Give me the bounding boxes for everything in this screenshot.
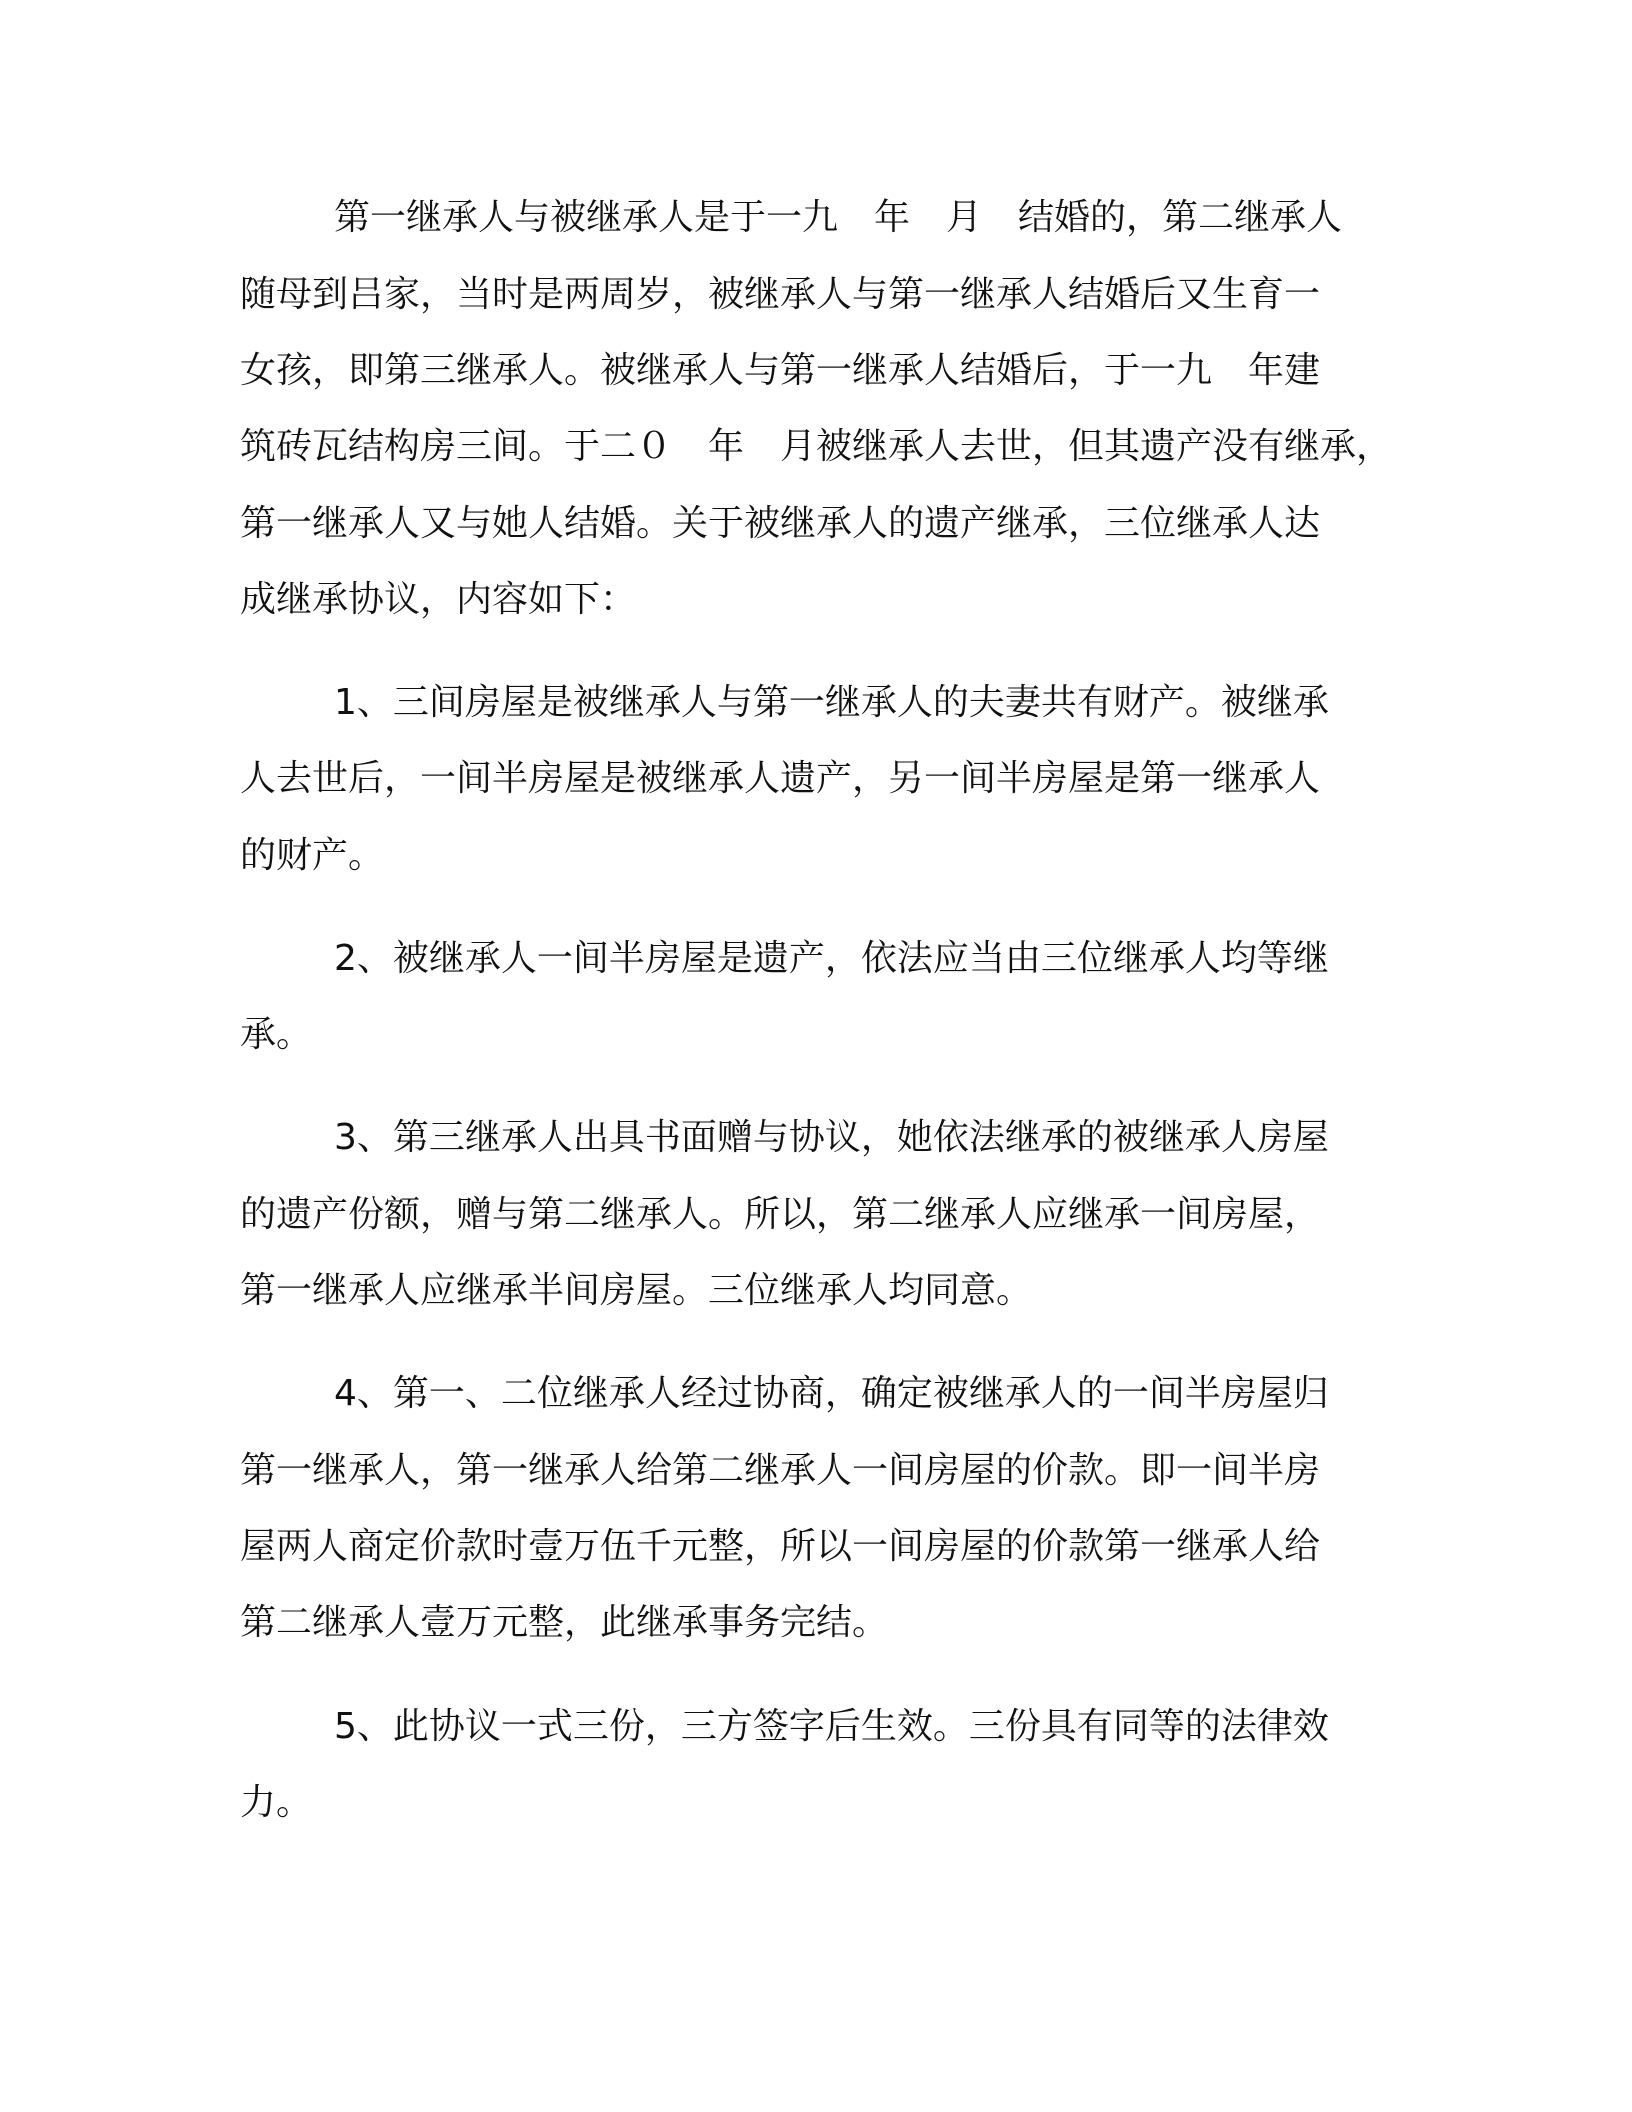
clause-2-line-2: 承。 [240, 1014, 313, 1055]
paragraph-intro-line-5: 第一继承人又与她人结婚。关于被继承人的遗产继承，三位继承人达 [240, 503, 1321, 544]
clause-4-line-1: 4、第一、二位继承人经过协商，确定被继承人的一间半房屋归 [334, 1373, 1329, 1414]
clause-2-line-1: 2、被继承人一间半房屋是遗产，依法应当由三位继承人均等继 [334, 938, 1329, 979]
paragraph-intro-line-2: 随母到吕家，当时是两周岁，被继承人与第一继承人结婚后又生育一 [240, 274, 1321, 315]
paragraph-intro-line-1: 第一继承人与被继承人是于一九 年 月 结婚的，第二继承人 [334, 197, 1343, 238]
paragraph-intro-line-3: 女孩，即第三继承人。被继承人与第一继承人结婚后，于一九 年建 [240, 350, 1321, 391]
clause-5-line-2: 力。 [240, 1782, 313, 1823]
clause-5-line-1: 5、此协议一式三份，三方签字后生效。三份具有同等的法律效 [334, 1706, 1329, 1747]
clause-4-line-3: 屋两人商定价款时壹万伍千元整，所以一间房屋的价款第一继承人给 [240, 1526, 1321, 1567]
clause-1-line-1: 1、三间房屋是被继承人与第一继承人的夫妻共有财产。被继承 [334, 682, 1329, 723]
clause-4-line-4: 第二继承人壹万元整，此继承事务完结。 [240, 1602, 889, 1643]
paragraph-intro-line-6: 成继承协议，内容如下： [240, 579, 637, 620]
clause-4-line-2: 第一继承人，第一继承人给第二继承人一间房屋的价款。即一间半房 [240, 1450, 1321, 1491]
clause-3-line-3: 第一继承人应继承半间房屋。三位继承人均同意。 [240, 1270, 1033, 1311]
paragraph-intro-line-4: 筑砖瓦结构房三间。于二０ 年 月被继承人去世，但其遗产没有继承， [240, 426, 1393, 467]
clause-3-line-2: 的遗产份额，赠与第二继承人。所以，第二继承人应继承一间房屋， [240, 1194, 1321, 1235]
clause-3-line-1: 3、第三继承人出具书面赠与协议，她依法继承的被继承人房屋 [334, 1117, 1329, 1158]
clause-1-line-2: 人去世后，一间半房屋是被继承人遗产，另一间半房屋是第一继承人 [240, 758, 1321, 799]
clause-1-line-3: 的财产。 [240, 835, 385, 876]
